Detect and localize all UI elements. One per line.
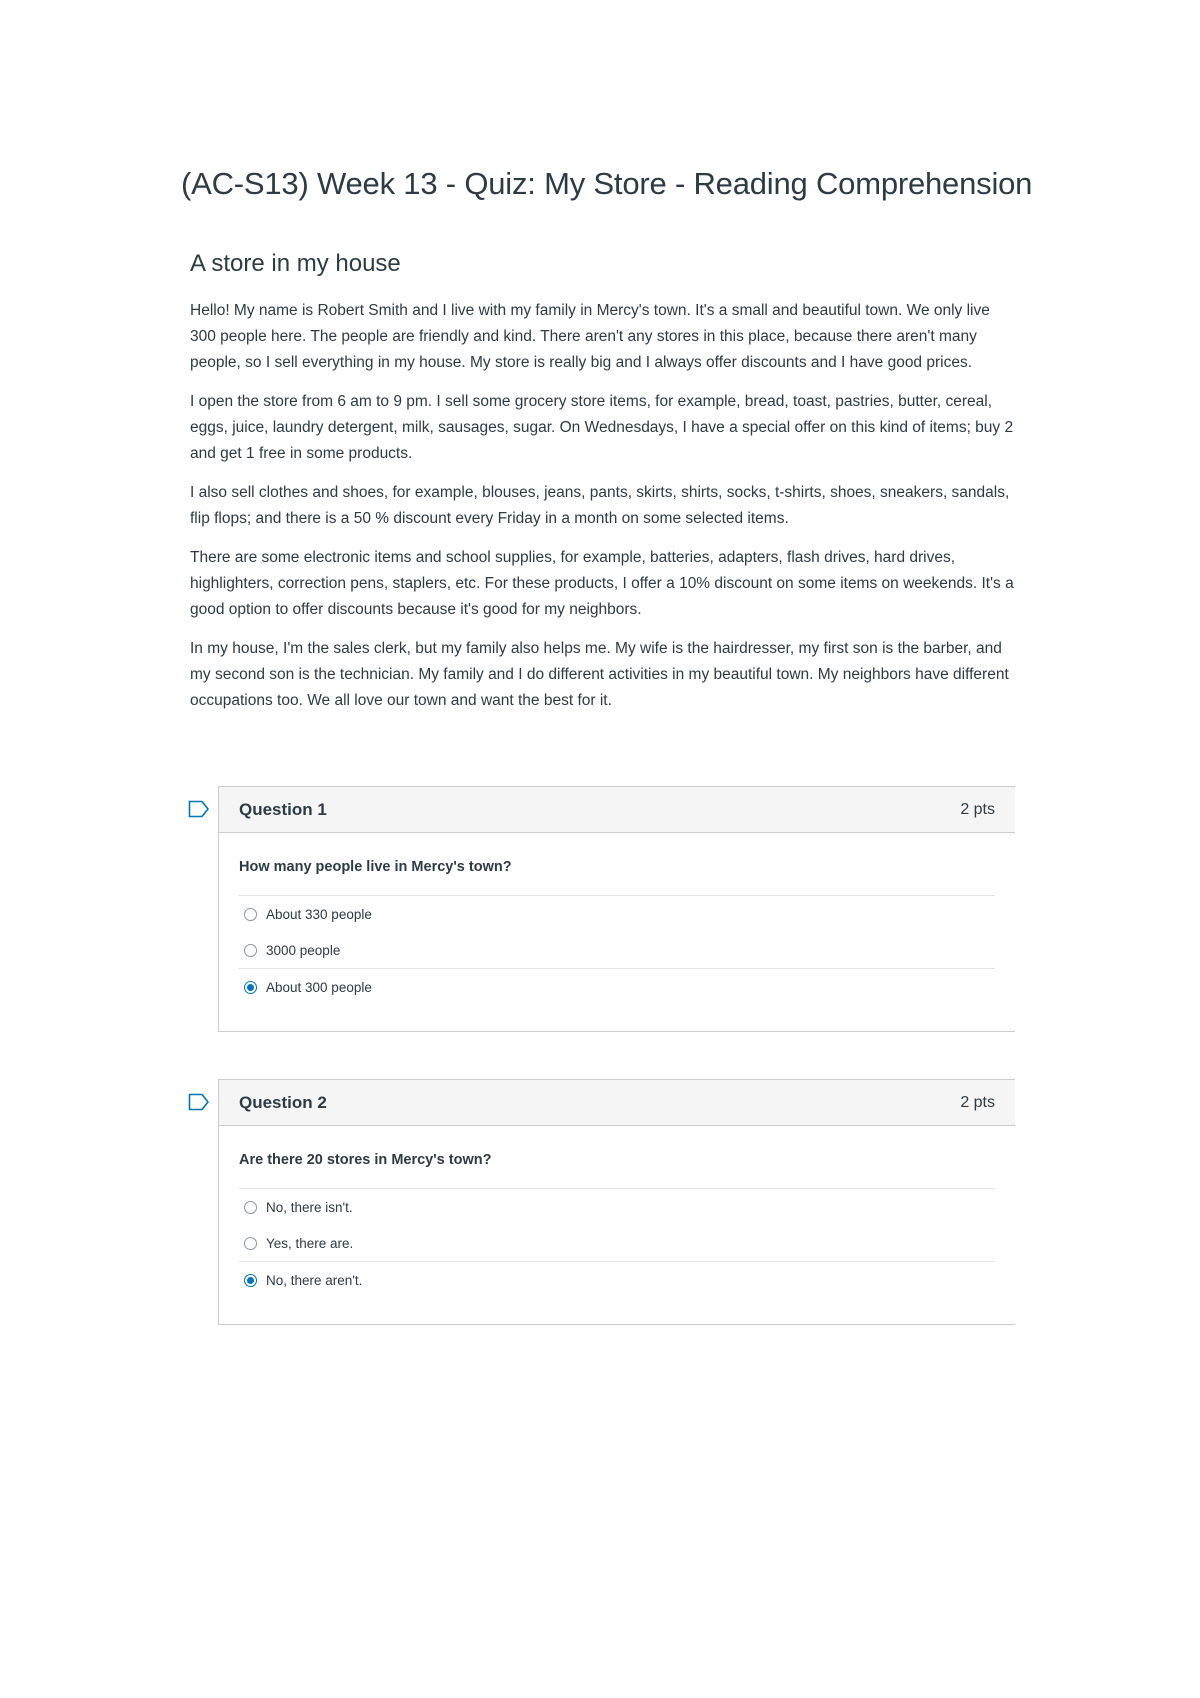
answer-option-selected[interactable] (239, 968, 995, 1005)
passage-title: A store in my house (190, 250, 401, 277)
question-card (218, 1079, 1015, 1325)
answer-label: No, there isn't. (266, 1199, 353, 1215)
radio-icon[interactable] (244, 1237, 257, 1250)
answer-label: About 330 people (266, 906, 372, 922)
question-body (219, 1126, 1015, 1324)
passage-paragraph: I also sell clothes and shoes, for example, blouses, jeans, pants, skirts, shirts, socks, t-shirts, shoes, sneakers, sandals, flip flops; and there is a 50 % discount every Friday in a month on some selected items. (190, 484, 1010, 527)
answer-option-selected[interactable] (239, 1261, 995, 1298)
question-body (219, 833, 1015, 1031)
question-header (219, 787, 1015, 833)
flag-icon[interactable] (188, 800, 210, 818)
question-points: 2 pts (960, 800, 995, 818)
passage-paragraph: Hello! My name is Robert Smith and I live with my family in Mercy's town. It's a small and beautiful town. We only live 300 people here. The people are friendly and kind. There aren't any stores in this place, because there aren't many people, so I sell everything in my house. My store is really big and I always offer discounts and I have good prices. (190, 302, 990, 371)
answer-option[interactable] (239, 932, 995, 968)
reading-passage (190, 250, 1020, 727)
radio-icon[interactable] (244, 1201, 257, 1214)
answer-list (239, 1188, 995, 1298)
answer-option[interactable] (239, 1189, 995, 1225)
radio-icon[interactable] (244, 908, 257, 921)
answer-label: Yes, there are. (266, 1235, 354, 1251)
question-name: Question 2 (239, 1092, 327, 1112)
question-text: Are there 20 stores in Mercy's town? (239, 1152, 492, 1168)
passage-paragraph: In my house, I'm the sales clerk, but my family also helps me. My wife is the hairdresser, my first son is the barber, and my second son is the technician. My family and I do different activities in my beautiful town. My neighbors have different occupations too. We all love our town and want the best for it. (190, 640, 1009, 709)
question-name: Question 1 (239, 799, 327, 819)
answer-option[interactable] (239, 896, 995, 932)
question-text: How many people live in Mercy's town? (239, 859, 512, 875)
answer-list (239, 895, 995, 1005)
answer-label: About 300 people (266, 979, 372, 995)
answer-label: 3000 people (266, 942, 341, 958)
question-points: 2 pts (960, 1093, 995, 1111)
question-header (219, 1080, 1015, 1126)
answer-option[interactable] (239, 1225, 995, 1261)
page-title: (AC-S13) Week 13 - Quiz: My Store - Reading Comprehension (181, 166, 1033, 201)
radio-icon[interactable] (244, 944, 257, 957)
passage-paragraph: There are some electronic items and school supplies, for example, batteries, adapters, flash drives, hard drives, highlighters, correction pens, staplers, etc. For these products, I offer a 10% discount on some items on weekends. It's a good option to offer discounts because it's good for my neighbors. (190, 549, 1014, 618)
question-card (218, 786, 1015, 1032)
flag-icon[interactable] (188, 1093, 210, 1111)
radio-checked-icon[interactable] (244, 981, 257, 994)
answer-label: No, there aren't. (266, 1272, 363, 1288)
radio-checked-icon[interactable] (244, 1274, 257, 1287)
passage-paragraph: I open the store from 6 am to 9 pm. I sell some grocery store items, for example, bread, toast, pastries, butter, cereal, eggs, juice, laundry detergent, milk, sausages, sugar. On Wednesdays, I have a special offer on this kind of items; buy 2 and get 1 free in some products. (190, 393, 1014, 462)
